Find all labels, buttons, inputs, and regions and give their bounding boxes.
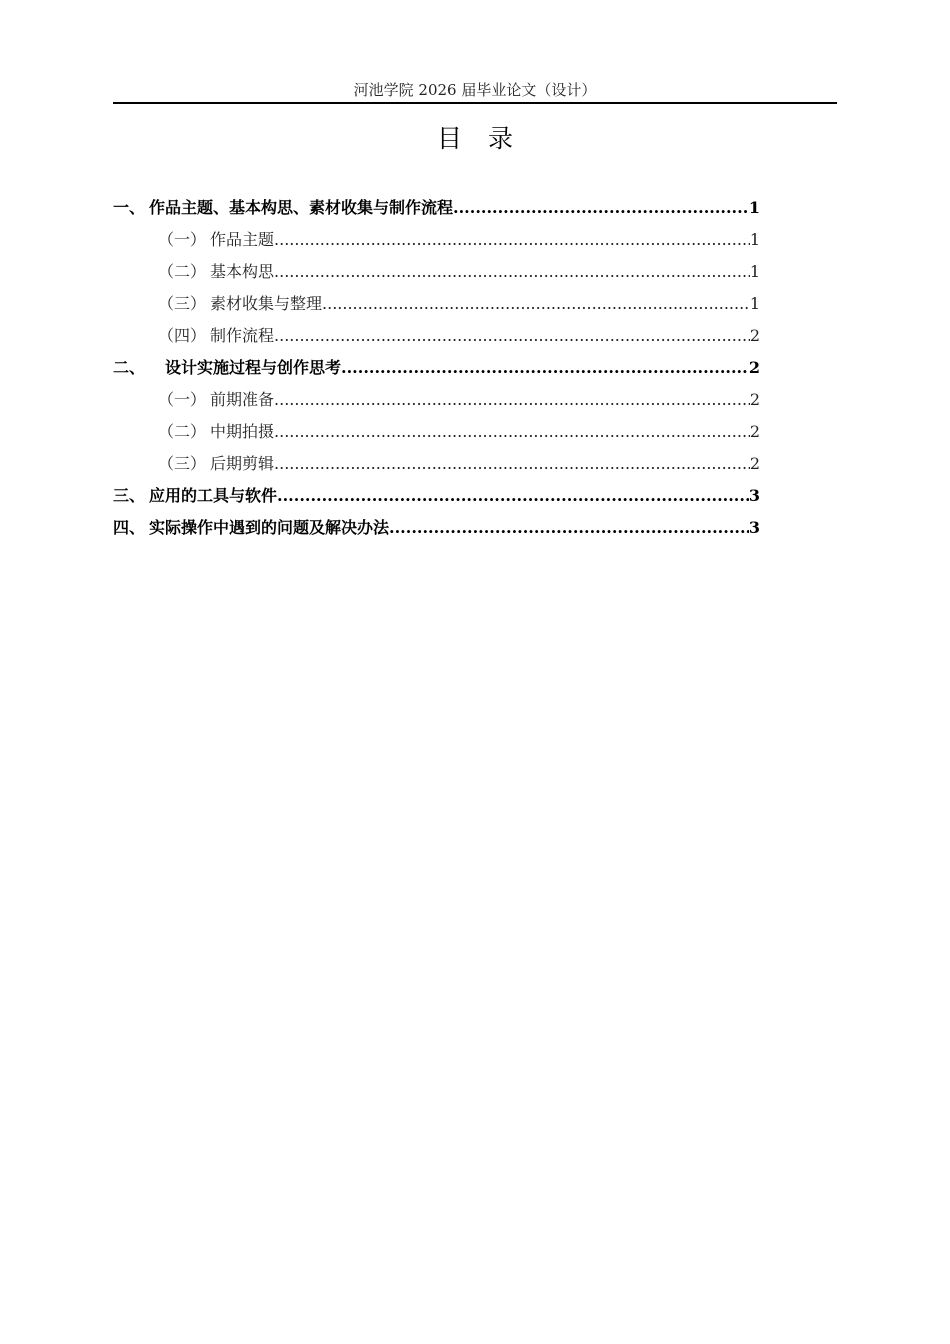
page-header-text: 河池学院 2026 届毕业论文（设计） — [353, 81, 597, 99]
toc-entry-label: 后期剪辑 — [210, 454, 275, 473]
toc-title-char-2: 录 — [488, 124, 514, 153]
page-header — [113, 80, 837, 104]
toc-entry-label: 作品主题 — [210, 230, 275, 249]
toc-entry-page: 1 — [749, 230, 760, 249]
toc-entry[interactable] — [113, 225, 760, 257]
toc-entry-page: 2 — [748, 358, 760, 377]
toc-entry-number: （二） — [158, 422, 207, 441]
toc-dot-leader — [274, 321, 750, 351]
toc-entry[interactable] — [113, 193, 760, 225]
toc-entry-number: （四） — [158, 326, 207, 345]
toc-entry-label: 中期拍摄 — [210, 422, 275, 441]
toc-entry-number: （二） — [158, 262, 207, 281]
toc-dot-leader — [274, 449, 750, 479]
toc-entry-number: 三、 — [113, 486, 146, 505]
toc-entry-label: 前期准备 — [210, 390, 275, 409]
toc-entry-page: 2 — [749, 326, 760, 345]
toc-title — [0, 122, 950, 156]
toc-entry-page: 2 — [749, 422, 760, 441]
toc-dot-leader — [274, 257, 750, 287]
toc-entry-page: 1 — [749, 262, 760, 281]
toc-entry-label: 作品主题、基本构思、素材收集与制作流程 — [149, 198, 454, 217]
toc-entry[interactable] — [113, 289, 760, 321]
toc-entry[interactable] — [113, 513, 760, 545]
toc-entry-page: 2 — [749, 390, 760, 409]
toc-entry-number: （三） — [158, 294, 207, 313]
toc-entry-number: （一） — [158, 230, 207, 249]
toc-entry-label: 素材收集与整理 — [210, 294, 323, 313]
toc-entry-label: 设计实施过程与创作思考 — [165, 358, 342, 377]
toc-dot-leader — [277, 481, 749, 511]
toc-entry[interactable] — [113, 321, 760, 353]
toc-dot-leader — [274, 225, 750, 255]
toc-entry[interactable] — [113, 417, 760, 449]
toc-entry-page: 3 — [748, 518, 760, 537]
toc-dot-leader — [453, 193, 749, 223]
toc-entry-page: 3 — [748, 486, 760, 505]
toc-entry-number: 四、 — [113, 518, 146, 537]
toc-entry[interactable] — [113, 385, 760, 417]
toc-dot-leader — [322, 289, 750, 319]
toc-entry-page: 1 — [748, 198, 760, 217]
table-of-contents — [113, 193, 760, 545]
toc-dot-leader — [389, 513, 749, 543]
toc-entry[interactable] — [113, 449, 760, 481]
toc-entry-label: 制作流程 — [210, 326, 275, 345]
toc-entry-label: 基本构思 — [210, 262, 275, 281]
toc-entry[interactable] — [113, 481, 760, 513]
toc-entry-page: 2 — [749, 454, 760, 473]
toc-entry-label: 实际操作中遇到的问题及解决办法 — [149, 518, 390, 537]
toc-dot-leader — [341, 353, 749, 383]
toc-dot-leader — [274, 417, 750, 447]
toc-title-char-1: 目 — [436, 124, 462, 153]
toc-entry-number: （三） — [158, 454, 207, 473]
toc-entry[interactable] — [113, 353, 760, 385]
toc-dot-leader — [274, 385, 750, 415]
toc-entry-number: （一） — [158, 390, 207, 409]
toc-entry-page: 1 — [749, 294, 760, 313]
toc-entry[interactable] — [113, 257, 760, 289]
toc-entry-number: 二、 — [113, 358, 146, 377]
toc-entry-number: 一、 — [113, 198, 146, 217]
toc-entry-label: 应用的工具与软件 — [149, 486, 278, 505]
